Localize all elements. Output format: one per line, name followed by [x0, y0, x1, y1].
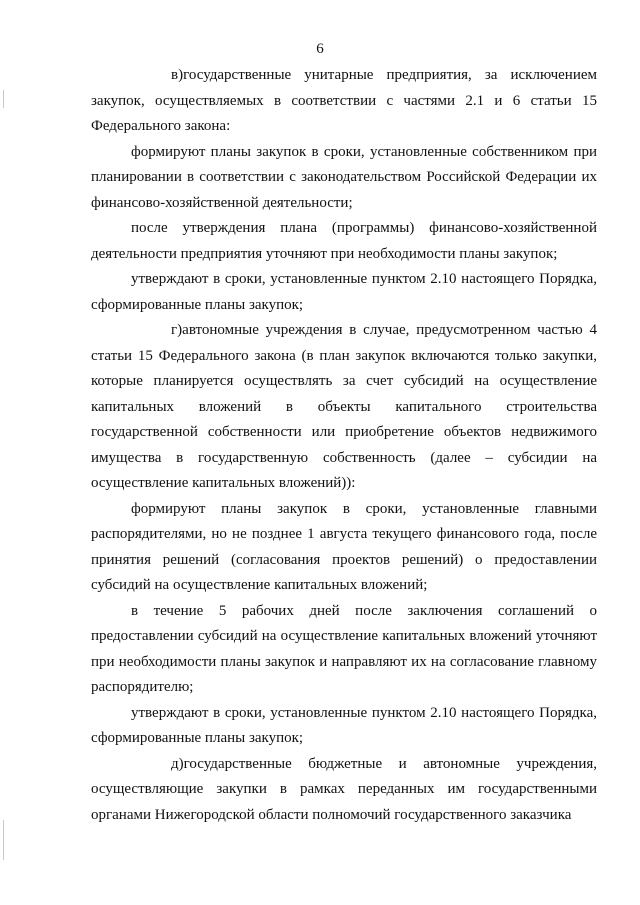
paragraph [91, 140, 597, 217]
paragraph [91, 216, 597, 267]
scan-edge-mark [3, 90, 4, 108]
scan-edge-mark [3, 820, 4, 860]
list-marker: в) [171, 67, 184, 83]
paragraph-text: утверждают в сроки, установленные пунктом 2.10 настоящего Порядка, сформированные планы закупок; [91, 271, 597, 313]
page-number: 6 [316, 41, 324, 57]
paragraph [91, 318, 597, 497]
paragraph-text: государственные унитарные предприятия, за исключением закупок, осуществляемых в соответствии с частями 2.1 и 6 статьи 15 Федерального закона: [91, 67, 597, 134]
list-marker: г) [171, 322, 183, 338]
paragraph-text: после утверждения плана (программы) финансово-хозяйственной деятельности предприятия уточняют при необходимости планы закупок; [91, 220, 597, 262]
paragraph-text: формируют планы закупок в сроки, установленные главными распорядителями, но не позднее 1 августа текущего финансового года, после принятия решений (согласования проектов решений) о предоставлении субсидий на осуществление капитальных вложений; [91, 500, 597, 593]
document-body [91, 63, 597, 828]
paragraph [91, 599, 597, 701]
paragraph-text: в течение 5 рабочих дней после заключения соглашений о предоставлении субсидий на осуществление капитальных вложений уточняют при необходимости планы закупок и направляют их на согласование главному распорядителю; [91, 602, 597, 695]
paragraph [91, 63, 597, 140]
paragraph-text: формируют планы закупок в сроки, установленные собственником при планировании в соответствии с законодательством Российской Федерации их финансово-хозяйственной деятельности; [91, 143, 597, 211]
paragraph [91, 497, 597, 599]
paragraph-text: автономные учреждения в случае, предусмотренном частью 4 статьи 15 Федерального закона (в план закупок включаются только закупки, которые планируется осуществлять за счет субсидий на осуществление капитальных вложений в объекты капитального строительства государственной собственности или приобретение объектов недвижимого имущества в государственную собственность (далее – субсидии на осуществление капитальных вложений)): [91, 322, 597, 491]
paragraph-text: государственные бюджетные и автономные учреждения, осуществляющие закупки в рамках переданных им государственными органами Нижегородской области полномочий государственного заказчика [91, 755, 597, 823]
paragraph [91, 701, 597, 752]
paragraph-text: утверждают в сроки, установленные пунктом 2.10 настоящего Порядка, сформированные планы закупок; [91, 704, 597, 746]
paragraph [91, 267, 597, 318]
list-marker: д) [171, 755, 184, 772]
paragraph [91, 752, 597, 829]
